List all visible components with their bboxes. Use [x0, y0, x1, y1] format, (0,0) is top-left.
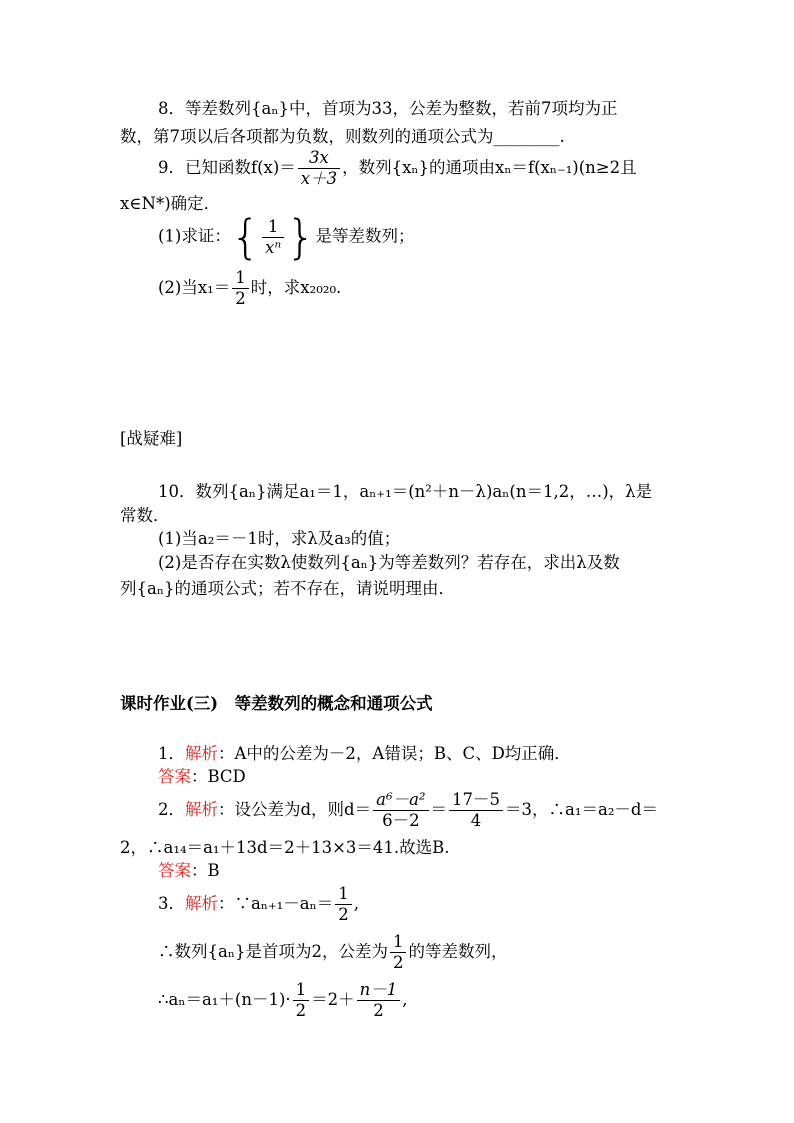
answer-label: 答案 — [158, 861, 191, 880]
answer-3-line3-fraction-2 — [357, 980, 401, 1021]
fraction-denominator: 6－2 — [382, 811, 420, 830]
analysis-label: 解析 — [185, 894, 218, 913]
equals-sign: ＝ — [430, 800, 448, 819]
answer-label: 答案 — [158, 767, 191, 786]
q10-line1: 10．数列{aₙ}满足a₁＝1，aₙ₊₁＝(n²＋n－λ)aₙ(n＝1,2，…)，λ是 — [158, 482, 653, 501]
answer-2-fraction-1 — [373, 790, 428, 831]
answer-3-line3-post: , — [402, 990, 408, 1009]
answer-3-line2-fraction — [390, 932, 407, 973]
q9-part2-prefix: (2)当x₁＝ — [158, 278, 231, 297]
fraction-numerator: a⁶－a² — [373, 790, 428, 811]
q9-part1-fraction — [262, 217, 284, 258]
q9-line2: x∈N*)确定． — [120, 194, 221, 213]
q9-part2-fraction — [232, 268, 249, 309]
answer-3-analysis — [158, 882, 359, 926]
answer-3-post: , — [353, 894, 360, 913]
answer-3-pre: ：∵aₙ₊₁－aₙ＝ — [218, 894, 334, 913]
fraction-numerator: 1 — [390, 932, 407, 953]
q9-part1 — [158, 210, 415, 264]
q9-part2-suffix: 时，求x₂₀₂₀. — [250, 278, 342, 297]
answer-1-number: 1． — [158, 744, 185, 763]
answer-2-line2: 2，∴a₁₄＝a₁＋13d＝2＋13×3＝41.故选B. — [120, 838, 450, 857]
q9-intro: 9．已知函数 — [158, 158, 251, 177]
answer-1-text: ：A中的公差为－2，A错误；B、C、D均正确． — [218, 744, 571, 763]
fraction-numerator: n－1 — [357, 980, 401, 1001]
answer-3-line3 — [158, 978, 408, 1022]
answer-section-title: 课时作业(三) 等差数列的概念和通项公式 — [120, 694, 433, 713]
q10-line3: (1)当a₂＝－1时，求λ及a₃的值； — [158, 529, 401, 548]
fraction-numerator: 17－5 — [449, 790, 503, 811]
answer-1-result — [158, 766, 246, 788]
analysis-label: 解析 — [185, 800, 218, 819]
q9-part1-num: 1 — [262, 217, 284, 238]
fraction-denominator: 2 — [373, 1001, 384, 1020]
q9-part2 — [158, 266, 341, 310]
q10-line5: 列{aₙ}的通项公式；若不存在，请说明理由． — [120, 579, 455, 598]
q9-part1-suffix: 是等差数列； — [315, 226, 415, 246]
q10-line4: (2)是否存在实数λ使数列{aₙ}为等差数列？若存在，求出λ及数 — [158, 553, 620, 572]
answer-3-line2-post: 的等差数列， — [408, 942, 508, 961]
q9-part2-den: 2 — [235, 289, 246, 308]
fraction-numerator: 1 — [335, 884, 352, 905]
answer-3-line3-fraction-1 — [293, 980, 310, 1021]
answer-2-post: ＝3，∴a₁＝a₂－d＝ — [505, 800, 658, 819]
answer-3-line2-pre: ∴数列{aₙ}是首项为2，公差为 — [158, 942, 388, 961]
left-brace-icon: { — [230, 210, 261, 264]
fraction-denominator: 2 — [392, 953, 404, 972]
q9-intro-tail: ，数列{xₙ}的通项由xₙ＝f(xₙ₋₁)(n≥2且 — [342, 158, 637, 177]
q9-part1-den: xⁿ — [265, 237, 282, 257]
answer-3-number: 3． — [158, 894, 185, 913]
q9-func-num: 3x — [298, 148, 340, 169]
q9-part2-num: 1 — [232, 268, 249, 289]
q8-line1: 8．等差数列{aₙ}中，首项为33，公差为整数，若前7项均为正 — [158, 99, 618, 118]
answer-1-analysis — [158, 743, 571, 765]
answer-3-line3-mid: ＝2＋ — [311, 990, 355, 1009]
q9-func-den: x＋3 — [300, 169, 338, 188]
answer-2-pre: ：设公差为d，则d＝ — [218, 800, 372, 819]
answer-2-result — [158, 860, 220, 882]
fraction-numerator: 1 — [293, 980, 310, 1001]
section-hard-heading: [战疑难] — [120, 429, 183, 448]
q9-part1-prefix: (1)求证： — [158, 226, 231, 246]
answer-1-value: ：BCD — [191, 767, 246, 786]
q8-line2: 数，第7项以后各项都为负数，则数列的通项公式为________. — [120, 127, 565, 146]
fraction-denominator: 2 — [338, 905, 349, 924]
q9-line1: 9．已知函数f(x)＝ $\frac{3x}{x+3}$ ，数列{xₙ}的通项由xₙ＝f(xₙ₋₁)(n≥2且 — [158, 148, 637, 188]
answer-2-number: 2． — [158, 800, 185, 819]
answer-2-analysis — [158, 788, 658, 832]
analysis-label: 解析 — [185, 744, 218, 763]
answer-3-line3-pre: ∴aₙ＝a₁＋(n－1)· — [158, 990, 291, 1009]
q10-line2: 常数． — [120, 506, 170, 525]
answer-3-line2 — [158, 930, 507, 974]
answer-2-value: ：B — [191, 861, 220, 880]
q9-function-fraction — [298, 148, 340, 189]
answer-3-fraction — [335, 884, 352, 925]
answer-2-fraction-2 — [449, 790, 503, 831]
right-brace-icon: } — [286, 210, 316, 264]
fraction-denominator: 2 — [295, 1001, 307, 1020]
fraction-denominator: 4 — [470, 811, 482, 830]
